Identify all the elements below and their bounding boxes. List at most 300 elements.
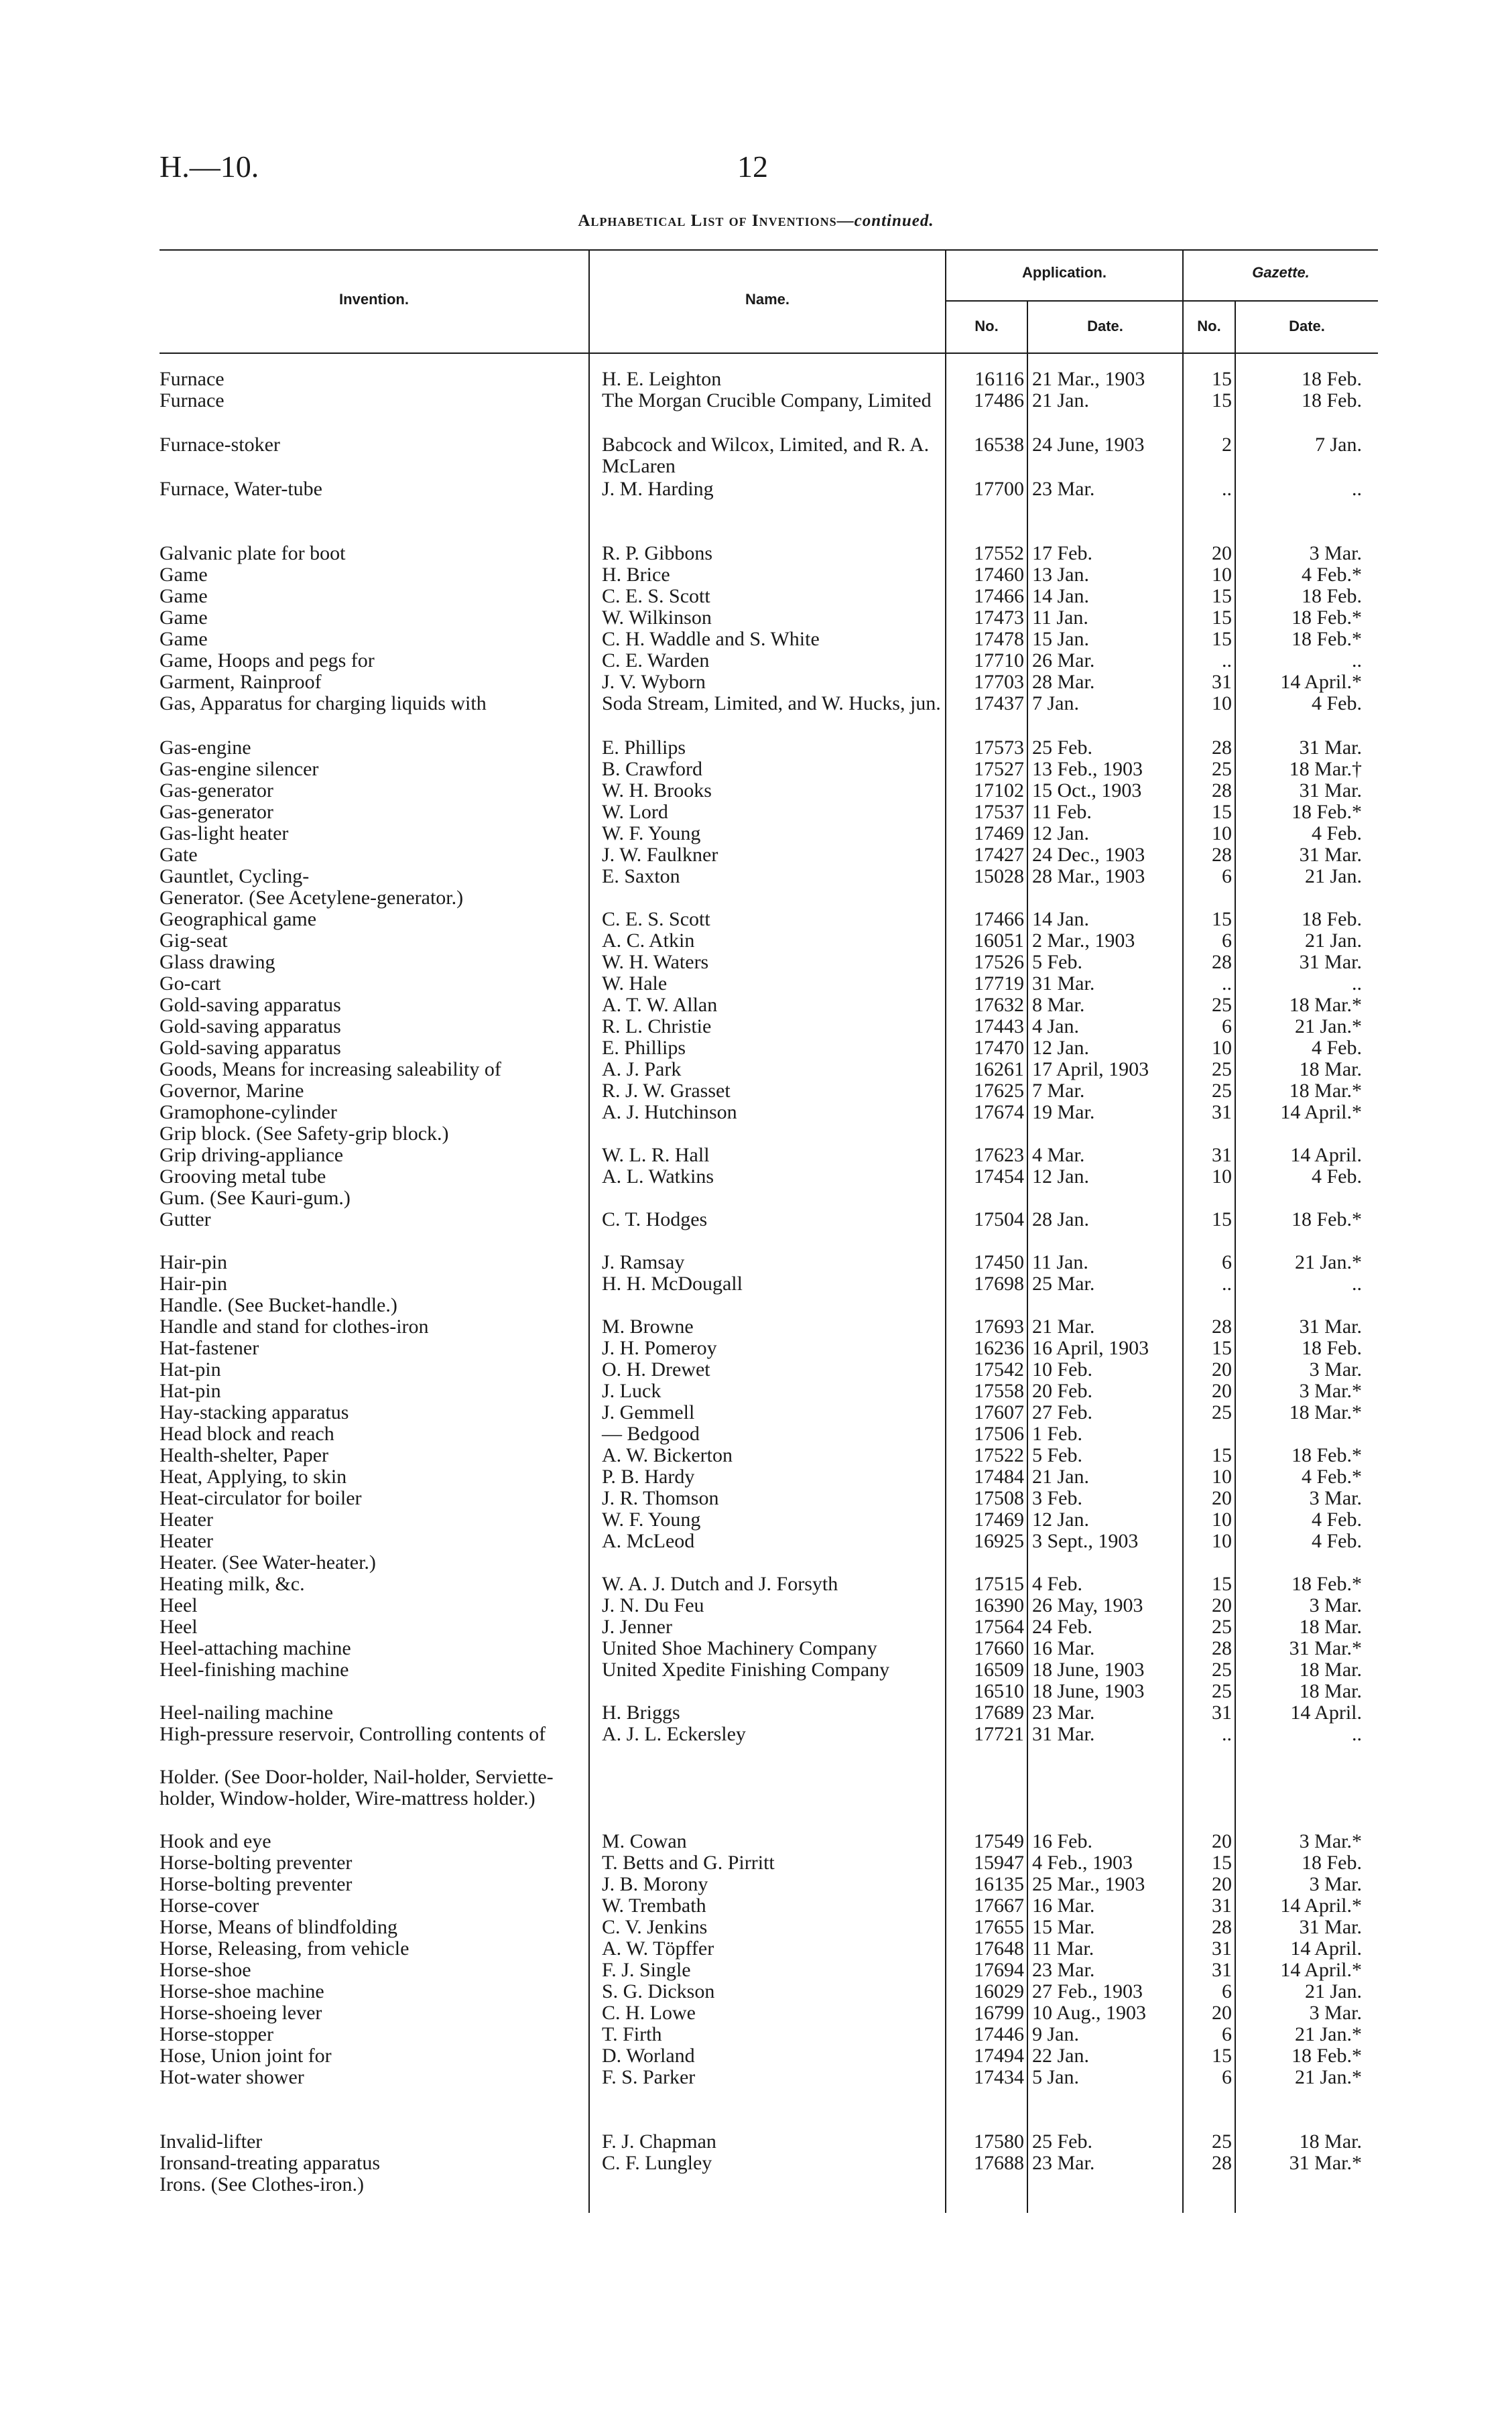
application-date-cell: 15 Jan.: [1032, 628, 1089, 650]
gazette-no-cell: 20: [1212, 1487, 1232, 1509]
application-date-cell: 18 June, 1903: [1032, 1659, 1145, 1681]
gazette-no-cell: 28: [1212, 1916, 1232, 1938]
application-date-cell: 23 Mar.: [1032, 478, 1095, 500]
application-date-cell: 14 Jan.: [1032, 908, 1089, 930]
application-no-cell: 17700: [974, 478, 1024, 500]
application-date-cell: 11 Feb.: [1032, 801, 1092, 823]
gazette-no-cell: 6: [1222, 865, 1232, 887]
application-no-cell: 17443: [974, 1015, 1024, 1037]
application-date-cell: 24 June, 1903: [1032, 434, 1145, 456]
invention-cell: Garment, Rainproof: [160, 671, 322, 693]
col-header-gaz-date: Date.: [1289, 318, 1325, 334]
gazette-no-cell: 15: [1212, 628, 1232, 650]
gazette-date-cell: 18 Feb.*: [1292, 1444, 1362, 1466]
name-cell: S. G. Dickson: [602, 1980, 715, 2002]
invention-cell: Hat-fastener: [160, 1337, 259, 1359]
application-date-cell: 19 Mar.: [1032, 1101, 1095, 1123]
gazette-date-cell: 31 Mar.*: [1289, 2152, 1362, 2174]
application-date-cell: 28 Mar.: [1032, 671, 1095, 693]
name-cell: A. W. Töpffer: [602, 1937, 714, 1960]
name-cell: J. W. Faulkner: [602, 844, 718, 866]
application-no-cell: 17484: [974, 1466, 1024, 1488]
name-cell: A. L. Watkins: [602, 1165, 714, 1188]
gazette-no-cell: 15: [1212, 1573, 1232, 1595]
gazette-date-cell: 4 Feb.*: [1302, 1466, 1362, 1488]
col-header-app-no: No.: [974, 318, 999, 334]
gazette-date-cell: 21 Jan.: [1305, 1980, 1362, 2002]
application-no-cell: 17450: [974, 1251, 1024, 1273]
application-date-cell: 24 Feb.: [1032, 1616, 1092, 1638]
invention-cell: Horse-shoe machine: [160, 1980, 324, 2002]
gazette-no-cell: 28: [1212, 1316, 1232, 1338]
application-no-cell: 17522: [974, 1444, 1024, 1466]
invention-cell: Heel: [160, 1616, 198, 1638]
invention-cell: Go-cart: [160, 972, 221, 995]
invention-cell: High-pressure reservoir, Controlling contents of: [160, 1723, 546, 1745]
gazette-no-cell: 28: [1212, 1637, 1232, 1659]
application-no-cell: 17506: [974, 1423, 1024, 1445]
application-date-cell: 24 Dec., 1903: [1032, 844, 1145, 866]
gazette-date-cell: 18 Feb.: [1302, 1852, 1362, 1874]
gazette-date-cell: 4 Feb.: [1312, 692, 1362, 714]
gazette-date-cell: ..: [1352, 478, 1362, 500]
invention-cell: Gauntlet, Cycling-: [160, 865, 310, 887]
name-cell: W. L. R. Hall: [602, 1144, 710, 1166]
invention-cell: Hot-water shower: [160, 2066, 304, 2088]
name-cell: E. Phillips: [602, 1037, 686, 1059]
application-no-cell: 17693: [974, 1316, 1024, 1338]
application-date-cell: 13 Jan.: [1032, 564, 1089, 586]
application-no-cell: 17466: [974, 585, 1024, 607]
application-no-cell: 17698: [974, 1273, 1024, 1295]
application-no-cell: 17573: [974, 737, 1024, 759]
invention-cell: Irons. (See Clothes-iron.): [160, 2173, 364, 2195]
gazette-date-cell: 7 Jan.: [1315, 434, 1362, 456]
invention-cell: Handle and stand for clothes-iron: [160, 1316, 429, 1338]
gazette-date-cell: 31 Mar.: [1299, 1916, 1362, 1938]
name-cell: W. H. Brooks: [602, 779, 712, 802]
application-date-cell: 31 Mar.: [1032, 972, 1095, 995]
gazette-no-cell: 15: [1212, 585, 1232, 607]
application-no-cell: 17549: [974, 1830, 1024, 1852]
application-no-cell: 17508: [974, 1487, 1024, 1509]
gazette-no-cell: 20: [1212, 2002, 1232, 2024]
gazette-date-cell: 21 Jan.: [1305, 865, 1362, 887]
gazette-no-cell: 31: [1212, 1144, 1232, 1166]
application-date-cell: 25 Mar.: [1032, 1273, 1095, 1295]
name-cell: C. F. Lungley: [602, 2152, 712, 2174]
name-cell: M. Browne: [602, 1316, 694, 1338]
gazette-no-cell: 31: [1212, 671, 1232, 693]
gazette-date-cell: 31 Mar.: [1299, 951, 1362, 973]
gazette-date-cell: 31 Mar.: [1299, 737, 1362, 759]
gazette-no-cell: 28: [1212, 737, 1232, 759]
gazette-date-cell: 18 Feb.*: [1292, 1208, 1362, 1230]
invention-cell: Gas-generator: [160, 779, 273, 802]
application-no-cell: 17466: [974, 908, 1024, 930]
name-cell: E. Phillips: [602, 737, 686, 759]
gazette-no-cell: 10: [1212, 692, 1232, 714]
application-no-cell: 17623: [974, 1144, 1024, 1166]
name-cell: J. Jenner: [602, 1616, 672, 1638]
gazette-no-cell: 25: [1212, 1659, 1232, 1681]
gazette-date-cell: 31 Mar.*: [1289, 1637, 1362, 1659]
invention-cell: Gas-engine silencer: [160, 758, 319, 780]
application-no-cell: 16510: [974, 1680, 1024, 1702]
gazette-no-cell: 25: [1212, 1058, 1232, 1080]
application-no-cell: 17526: [974, 951, 1024, 973]
gazette-no-cell: 28: [1212, 779, 1232, 802]
name-cell: C. H. Lowe: [602, 2002, 696, 2024]
gazette-no-cell: 15: [1212, 368, 1232, 390]
application-no-cell: 17558: [974, 1380, 1024, 1402]
gazette-date-cell: 3 Mar.: [1309, 542, 1362, 564]
application-date-cell: 4 Feb.: [1032, 1573, 1082, 1595]
name-cell: B. Crawford: [602, 758, 702, 780]
gazette-date-cell: 4 Feb.: [1312, 822, 1362, 844]
invention-cell: Game: [160, 585, 208, 607]
application-date-cell: 3 Sept., 1903: [1032, 1530, 1139, 1552]
application-date-cell: 12 Jan.: [1032, 822, 1089, 844]
name-cell: T. Betts and G. Pirritt: [602, 1852, 775, 1874]
invention-cell: Generator. (See Acetylene-generator.): [160, 887, 464, 909]
gazette-date-cell: 3 Mar.*: [1299, 1830, 1362, 1852]
invention-cell: Galvanic plate for boot: [160, 542, 346, 564]
application-no-cell: 17552: [974, 542, 1024, 564]
name-cell: W. F. Young: [602, 1509, 701, 1531]
gazette-date-cell: 21 Jan.*: [1295, 2023, 1362, 2045]
application-date-cell: 4 Feb., 1903: [1032, 1852, 1133, 1874]
application-date-cell: 15 Oct., 1903: [1032, 779, 1142, 802]
gazette-date-cell: 4 Feb.: [1312, 1165, 1362, 1188]
application-date-cell: 23 Mar.: [1032, 1702, 1095, 1724]
application-date-cell: 23 Mar.: [1032, 1959, 1095, 1981]
gazette-no-cell: 20: [1212, 1358, 1232, 1381]
invention-cell: Game: [160, 606, 208, 629]
application-no-cell: 17625: [974, 1080, 1024, 1102]
invention-cell: Horse-cover: [160, 1895, 259, 1917]
application-no-cell: 17564: [974, 1616, 1024, 1638]
gazette-date-cell: 18 Feb.: [1302, 389, 1362, 411]
application-date-cell: 7 Mar.: [1032, 1080, 1085, 1102]
name-cell: W. H. Waters: [602, 951, 709, 973]
invention-cell: Grip driving-appliance: [160, 1144, 344, 1166]
application-no-cell: 17688: [974, 2152, 1024, 2174]
name-cell: F. J. Single: [602, 1959, 691, 1981]
gazette-no-cell: ..: [1222, 1723, 1232, 1745]
invention-cell: Gas-engine: [160, 737, 251, 759]
application-no-cell: 16799: [974, 2002, 1024, 2024]
invention-cell: Game: [160, 628, 208, 650]
invention-cell: Heater: [160, 1509, 213, 1531]
name-cell: A. C. Atkin: [602, 930, 695, 952]
name-cell: F. J. Chapman: [602, 2130, 716, 2153]
application-no-cell: 17580: [974, 2130, 1024, 2153]
application-no-cell: 17437: [974, 692, 1024, 714]
invention-cell: Grooving metal tube: [160, 1165, 326, 1188]
gazette-date-cell: 18 Mar.: [1299, 1659, 1362, 1681]
application-date-cell: 27 Feb.: [1032, 1401, 1092, 1423]
invention-cell: Furnace: [160, 389, 225, 411]
name-cell: United Shoe Machinery Company: [602, 1637, 877, 1659]
gazette-date-cell: 3 Mar.: [1309, 1487, 1362, 1509]
application-date-cell: 2 Mar., 1903: [1032, 930, 1135, 952]
invention-cell: Gramophone-cylinder: [160, 1101, 337, 1123]
col-header-gaz-no: No.: [1197, 318, 1221, 334]
gazette-date-cell: ..: [1352, 649, 1362, 672]
subtitle-main: Alphabetical List of Inventions: [578, 212, 837, 230]
gazette-no-cell: 31: [1212, 1937, 1232, 1960]
invention-cell: Gas-light heater: [160, 822, 289, 844]
application-no-cell: 16261: [974, 1058, 1024, 1080]
name-cell: P. B. Hardy: [602, 1466, 695, 1488]
application-no-cell: 17527: [974, 758, 1024, 780]
application-no-cell: 16051: [974, 930, 1024, 952]
gazette-date-cell: 18 Mar.: [1299, 2130, 1362, 2153]
invention-cell: Heel: [160, 1594, 198, 1616]
gazette-date-cell: ..: [1352, 1723, 1362, 1745]
gazette-no-cell: ..: [1222, 1273, 1232, 1295]
gazette-no-cell: 15: [1212, 801, 1232, 823]
invention-cell: Governor, Marine: [160, 1080, 304, 1102]
application-no-cell: 16509: [974, 1659, 1024, 1681]
name-cell: A. W. Bickerton: [602, 1444, 733, 1466]
application-no-cell: 17719: [974, 972, 1024, 995]
application-no-cell: 17674: [974, 1101, 1024, 1123]
application-date-cell: 21 Jan.: [1032, 389, 1089, 411]
gazette-no-cell: 15: [1212, 908, 1232, 930]
gazette-date-cell: ..: [1352, 1273, 1362, 1295]
gazette-date-cell: 18 Feb.: [1302, 908, 1362, 930]
application-date-cell: 16 April, 1903: [1032, 1337, 1149, 1359]
name-cell: W. Wilkinson: [602, 606, 712, 629]
gazette-no-cell: 6: [1222, 1251, 1232, 1273]
name-cell: The Morgan Crucible Company, Limited: [602, 389, 932, 411]
application-no-cell: 17655: [974, 1916, 1024, 1938]
application-no-cell: 17102: [974, 779, 1024, 802]
application-no-cell: 16390: [974, 1594, 1024, 1616]
gazette-no-cell: 20: [1212, 1873, 1232, 1895]
gazette-no-cell: 15: [1212, 606, 1232, 629]
application-no-cell: 17607: [974, 1401, 1024, 1423]
name-cell: A. McLeod: [602, 1530, 695, 1552]
invention-cell: Horse-shoeing lever: [160, 2002, 322, 2024]
application-no-cell: 17515: [974, 1573, 1024, 1595]
invention-cell: Heating milk, &c.: [160, 1573, 305, 1595]
invention-cell: Ironsand-treating apparatus: [160, 2152, 381, 2174]
invention-cell: Horse-bolting preventer: [160, 1852, 353, 1874]
application-date-cell: 10 Feb.: [1032, 1358, 1092, 1381]
gazette-date-cell: 18 Feb.: [1302, 1337, 1362, 1359]
application-date-cell: 5 Jan.: [1032, 2066, 1079, 2088]
invention-cell: Heater: [160, 1530, 213, 1552]
gazette-no-cell: ..: [1222, 649, 1232, 672]
application-no-cell: 17504: [974, 1208, 1024, 1230]
invention-cell: Hat-pin: [160, 1358, 221, 1381]
gazette-date-cell: 4 Feb.: [1312, 1037, 1362, 1059]
name-cell: W. Lord: [602, 801, 668, 823]
application-date-cell: 31 Mar.: [1032, 1723, 1095, 1745]
invention-cell: Handle. (See Bucket-handle.): [160, 1294, 397, 1316]
application-date-cell: 10 Aug., 1903: [1032, 2002, 1147, 2024]
invention-cell: Heat-circulator for boiler: [160, 1487, 362, 1509]
invention-cell: Holder. (See Door-holder, Nail-holder, Serviette-holder, Window-holder, Wire-mattress holder.): [160, 1766, 554, 1809]
gazette-no-cell: 15: [1212, 1337, 1232, 1359]
gazette-no-cell: 20: [1212, 1830, 1232, 1852]
name-cell: J. H. Pomeroy: [602, 1337, 717, 1359]
name-cell: R. L. Christie: [602, 1015, 712, 1037]
list-subtitle: Alphabetical List of Inventions—continued.: [578, 212, 934, 230]
invention-cell: Game, Hoops and pegs for: [160, 649, 375, 672]
gazette-no-cell: 31: [1212, 1702, 1232, 1724]
invention-cell: Invalid-lifter: [160, 2130, 263, 2153]
application-no-cell: 17478: [974, 628, 1024, 650]
invention-cell: Horse-stopper: [160, 2023, 273, 2045]
gazette-date-cell: 14 April.: [1290, 1144, 1362, 1166]
gazette-date-cell: 18 Mar.*: [1289, 994, 1362, 1016]
gazette-date-cell: 18 Mar.†: [1289, 758, 1362, 780]
application-date-cell: 17 Feb.: [1032, 542, 1092, 564]
application-date-cell: 28 Jan.: [1032, 1208, 1089, 1230]
gazette-date-cell: 18 Feb.*: [1292, 801, 1362, 823]
gazette-date-cell: 4 Feb.: [1312, 1530, 1362, 1552]
col-header-application: Application.: [1022, 264, 1107, 281]
invention-cell: Hook and eye: [160, 1830, 271, 1852]
gazette-no-cell: 6: [1222, 2066, 1232, 2088]
invention-cell: Heel-finishing machine: [160, 1659, 349, 1681]
invention-cell: Heel-attaching machine: [160, 1637, 351, 1659]
invention-cell: Horse, Means of blindfolding: [160, 1916, 397, 1938]
gazette-no-cell: 28: [1212, 844, 1232, 866]
application-date-cell: 25 Feb.: [1032, 737, 1092, 759]
invention-cell: Furnace: [160, 368, 225, 390]
gazette-date-cell: 14 April.*: [1280, 1895, 1362, 1917]
invention-cell: Heel-nailing machine: [160, 1702, 334, 1724]
gazette-date-cell: 4 Feb.*: [1302, 564, 1362, 586]
name-cell: J. M. Harding: [602, 478, 714, 500]
gazette-no-cell: 25: [1212, 1080, 1232, 1102]
name-cell: D. Worland: [602, 2045, 695, 2067]
application-no-cell: 17667: [974, 1895, 1024, 1917]
invention-cell: Geographical game: [160, 908, 317, 930]
gazette-no-cell: 25: [1212, 1616, 1232, 1638]
application-date-cell: 15 Mar.: [1032, 1916, 1095, 1938]
invention-cell: Heat, Applying, to skin: [160, 1466, 347, 1488]
gazette-date-cell: 3 Mar.*: [1299, 1380, 1362, 1402]
name-cell: C. E. S. Scott: [602, 585, 710, 607]
invention-cell: Gum. (See Kauri-gum.): [160, 1187, 351, 1209]
name-cell: W. Trembath: [602, 1895, 706, 1917]
name-cell: F. S. Parker: [602, 2066, 696, 2088]
gazette-no-cell: 20: [1212, 542, 1232, 564]
col-header-name: Name.: [745, 291, 790, 308]
application-date-cell: 26 May, 1903: [1032, 1594, 1143, 1616]
application-date-cell: 8 Mar.: [1032, 994, 1085, 1016]
application-no-cell: 17469: [974, 822, 1024, 844]
gazette-date-cell: 18 Feb.*: [1292, 628, 1362, 650]
gazette-no-cell: 10: [1212, 564, 1232, 586]
gazette-date-cell: 3 Mar.: [1309, 1594, 1362, 1616]
gazette-no-cell: 20: [1212, 1594, 1232, 1616]
gazette-no-cell: 6: [1222, 1980, 1232, 2002]
name-cell: W. F. Young: [602, 822, 701, 844]
gazette-date-cell: 18 Feb.*: [1292, 2045, 1362, 2067]
application-date-cell: 11 Jan.: [1032, 606, 1088, 629]
gazette-no-cell: 15: [1212, 1208, 1232, 1230]
name-cell: J. N. Du Feu: [602, 1594, 704, 1616]
name-cell: R. J. W. Grasset: [602, 1080, 731, 1102]
application-no-cell: 15028: [974, 865, 1024, 887]
application-date-cell: 21 Mar.: [1032, 1316, 1095, 1338]
gazette-no-cell: 25: [1212, 2130, 1232, 2153]
application-no-cell: 16029: [974, 1980, 1024, 2002]
gazette-date-cell: 18 Feb.: [1302, 585, 1362, 607]
application-no-cell: 17694: [974, 1959, 1024, 1981]
gazette-date-cell: 18 Mar.*: [1289, 1080, 1362, 1102]
application-date-cell: 21 Jan.: [1032, 1466, 1089, 1488]
application-no-cell: 17660: [974, 1637, 1024, 1659]
gazette-no-cell: 20: [1212, 1380, 1232, 1402]
application-no-cell: 17542: [974, 1358, 1024, 1381]
gazette-no-cell: 25: [1212, 1401, 1232, 1423]
application-date-cell: 5 Feb.: [1032, 1444, 1082, 1466]
application-no-cell: 17648: [974, 1937, 1024, 1960]
application-no-cell: 17721: [974, 1723, 1024, 1745]
name-cell: H. Brice: [602, 564, 670, 586]
application-date-cell: 14 Jan.: [1032, 585, 1089, 607]
invention-cell: Hair-pin: [160, 1273, 228, 1295]
name-cell: R. P. Gibbons: [602, 542, 713, 564]
gazette-no-cell: 15: [1212, 389, 1232, 411]
application-date-cell: 11 Mar.: [1032, 1937, 1094, 1960]
gazette-date-cell: 14 April.: [1290, 1937, 1362, 1960]
application-date-cell: 12 Jan.: [1032, 1037, 1089, 1059]
application-date-cell: 16 Mar.: [1032, 1637, 1095, 1659]
gazette-date-cell: 18 Mar.: [1299, 1058, 1362, 1080]
gazette-date-cell: 21 Jan.*: [1295, 1251, 1362, 1273]
name-cell: C. E. S. Scott: [602, 908, 710, 930]
application-no-cell: 17434: [974, 2066, 1024, 2088]
name-cell: Babcock and Wilcox, Limited, and R. A. McLaren: [602, 434, 930, 477]
application-no-cell: 16116: [974, 368, 1024, 390]
col-header-app-date: Date.: [1087, 318, 1123, 334]
gazette-no-cell: 28: [1212, 951, 1232, 973]
invention-cell: Glass drawing: [160, 951, 275, 973]
name-cell: A. J. Park: [602, 1058, 682, 1080]
name-cell: J. V. Wyborn: [602, 671, 706, 693]
invention-cell: Head block and reach: [160, 1423, 334, 1445]
invention-cell: Heater. (See Water-heater.): [160, 1551, 376, 1574]
gazette-no-cell: 15: [1212, 2045, 1232, 2067]
application-date-cell: 22 Jan.: [1032, 2045, 1089, 2067]
col-header-invention: Invention.: [339, 291, 409, 308]
name-cell: — Bedgood: [602, 1423, 700, 1445]
invention-cell: Goods, Means for increasing saleability of: [160, 1058, 501, 1080]
gazette-no-cell: 25: [1212, 758, 1232, 780]
application-date-cell: 27 Feb., 1903: [1032, 1980, 1143, 2002]
name-cell: M. Cowan: [602, 1830, 687, 1852]
application-date-cell: 1 Feb.: [1032, 1423, 1082, 1445]
gazette-no-cell: 15: [1212, 1852, 1232, 1874]
invention-cell: Gutter: [160, 1208, 211, 1230]
application-date-cell: 5 Feb.: [1032, 951, 1082, 973]
name-cell: H. H. McDougall: [602, 1273, 743, 1295]
gazette-no-cell: 28: [1212, 2152, 1232, 2174]
application-date-cell: 28 Mar., 1903: [1032, 865, 1145, 887]
application-no-cell: 16925: [974, 1530, 1024, 1552]
gazette-date-cell: 14 April.*: [1280, 1101, 1362, 1123]
gazette-no-cell: 31: [1212, 1101, 1232, 1123]
